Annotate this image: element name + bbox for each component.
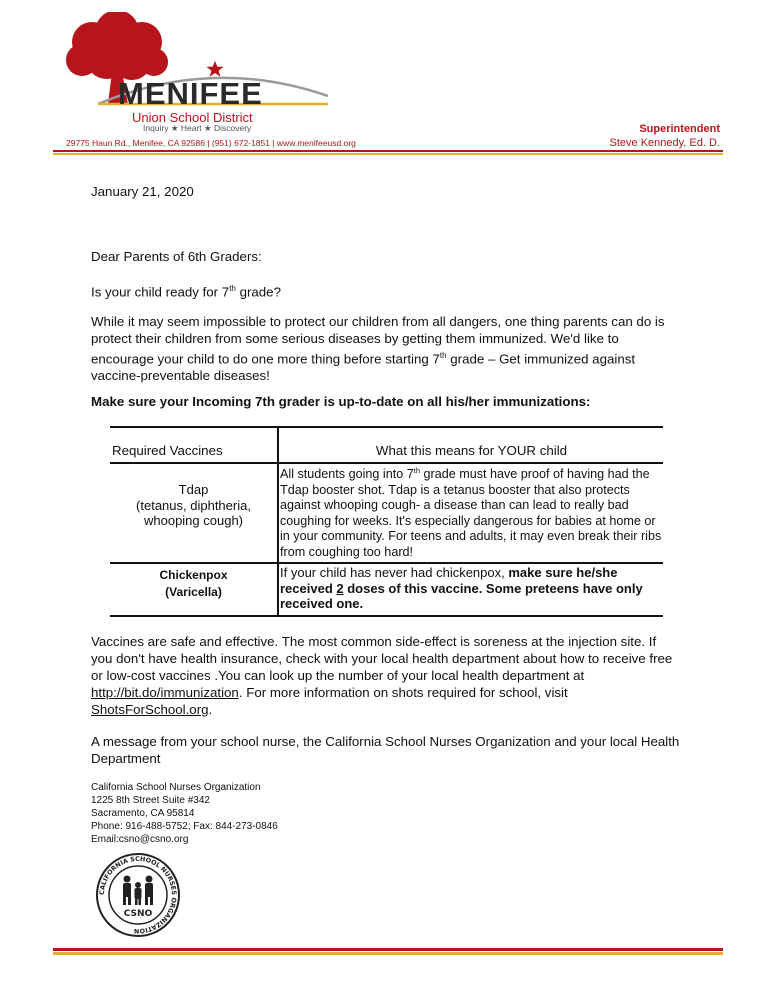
org-phone: Phone: 916-488-5752; Fax: 844-273-0846: [91, 821, 278, 832]
immunization-link[interactable]: http://bit.do/immunization: [91, 685, 239, 700]
table-rule: [110, 615, 663, 617]
table-col-rule: [277, 426, 279, 617]
org-email: Email:csno@csno.org: [91, 834, 189, 845]
table-row: [110, 482, 277, 529]
footer-rule-red: [53, 948, 723, 951]
logo-name: MENIFEE: [118, 76, 263, 111]
header-rule-gold: [53, 153, 723, 155]
vaccine-table: [110, 426, 663, 617]
vaccine-name: Tdap: [178, 482, 209, 497]
immunization-heading: Make sure your Incoming 7th grader is up-to-date on all his/her immunizations:: [91, 394, 591, 409]
intro-paragraph: While it may seem impossible to protect our children from all dangers, one thing parents can do is protect their children from some serious diseases by getting them immunized. We'd like to encourage your child to do one more thing before starting 7th grade – Get immunized against vaccine-preventable diseases!: [91, 314, 665, 384]
col-header-vaccines: Required Vaccines: [112, 443, 223, 458]
letter-date: January 21, 2020: [91, 184, 194, 199]
readiness-question: Is your child ready for 7th grade?: [91, 284, 281, 300]
table-row: [110, 567, 277, 601]
district-address: 29775 Haun Rd., Menifee, CA 92586 | (951) 672-1851 | www.menifeeusd.org: [66, 138, 356, 148]
vaccine-safety-paragraph: Vaccines are safe and effective. The most common side-effect is soreness at the injection site. If you don't have health insurance, check with your local health department about how to receive free or low-cost vaccines .You can look up the number of your local health department at http://bit.do/immunization. For more information on shots required for school, visit ShotsForSchool.org.: [91, 634, 673, 717]
vaccine-name: Chickenpox: [159, 568, 228, 582]
logo-subtitle: Union School District: [132, 110, 253, 125]
org-street: 1225 8th Street Suite #342: [91, 795, 210, 806]
col-header-meaning: What this means for YOUR child: [375, 443, 568, 458]
org-city: Sacramento, CA 95814: [91, 808, 195, 819]
header-rule-red: [53, 150, 723, 152]
nurse-message: A message from your school nurse, the California School Nurses Organization and your local Health Department: [91, 734, 680, 766]
svg-text:CSNO: CSNO: [123, 909, 153, 919]
vaccine-detail: (Varicella): [165, 585, 222, 599]
vaccine-description: If your child has never had chickenpox, make sure he/she received 2 doses of this vaccine. Some preteens have only received one.: [280, 565, 643, 611]
table-rule: [110, 426, 663, 428]
shots-for-school-link[interactable]: ShotsForSchool.org: [91, 702, 209, 717]
footer-rule-gold: [53, 952, 723, 955]
logo-motto: Inquiry ★ Heart ★ Discovery: [143, 123, 252, 133]
table-rule: [110, 562, 663, 564]
org-name: California School Nurses Organization: [91, 782, 261, 793]
csno-seal-logo: [95, 852, 181, 938]
salutation: Dear Parents of 6th Graders:: [91, 249, 262, 264]
vaccine-description: All students going into 7th grade must have proof of having had the Tdap booster shot. Tdap is a tetanus booster that also protects against whooping cough- a disease than can lead to really bad coughing for weeks. It's especially dangerous for babies at home or in your community. For teens and adults, it may even break their ribs from coughing too hard!: [280, 466, 662, 559]
svg-text:CALIFORNIA SCHOOL NURSES ORGAN: CALIFORNIA SCHOOL NURSES ORGANIZATION: [97, 854, 179, 936]
superintendent-name: Steve Kennedy, Ed. D.: [609, 137, 720, 149]
superintendent-title: Superintendent: [639, 123, 720, 135]
vaccine-detail: (tetanus, diphtheria, whooping cough): [136, 497, 251, 528]
